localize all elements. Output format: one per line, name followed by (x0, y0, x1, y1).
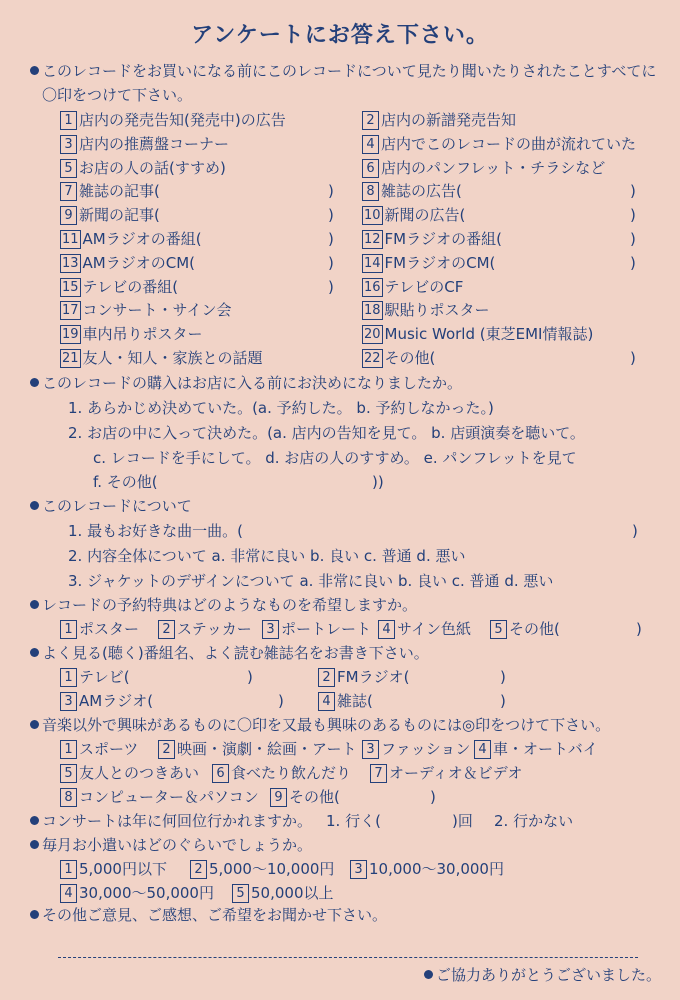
q1-option-10[interactable] (362, 204, 465, 226)
q7-answer-go[interactable]: 1. 行く( (326, 812, 381, 830)
q1-option-4[interactable] (362, 133, 636, 155)
option-number-box: 1 (60, 111, 77, 130)
q4-option-3[interactable] (262, 618, 371, 640)
q3-heading (30, 495, 192, 517)
option-label: 雑誌の記事( (79, 182, 160, 200)
bullet (30, 816, 39, 825)
q6-option-7[interactable] (370, 762, 523, 784)
option-number-box: 5 (232, 884, 249, 903)
option-number-box: 8 (362, 182, 379, 201)
q8-option-5[interactable] (232, 882, 334, 904)
q4-heading (30, 594, 417, 616)
q8-heading (30, 834, 312, 856)
q2-text: このレコードの購入はお店に入る前にお決めになりましたか。 (42, 374, 463, 392)
q7-answer-no[interactable]: 2. 行かない (494, 812, 574, 830)
q6-option-5[interactable] (60, 762, 199, 784)
option-label: その他( (384, 349, 436, 367)
option-number-box: 15 (62, 280, 79, 295)
option-label: 店内でこのレコードの曲が流れていた (381, 135, 637, 153)
q1-option-21[interactable] (60, 347, 263, 369)
option-label: その他( (289, 788, 340, 806)
option-number-box: 2 (362, 111, 379, 130)
thanks (424, 964, 661, 986)
q1-option-13[interactable] (60, 252, 195, 274)
q2-answer-1[interactable]: 1. あらかじめ決めていた。(a. 予約した。 b. 予約しなかった。) (68, 399, 494, 417)
option-label: AMラジオの番組( (82, 230, 202, 248)
option-label: 車内吊りポスター (82, 325, 203, 343)
bullet (30, 648, 39, 657)
bullet (30, 66, 39, 75)
option-label: AMラジオ( (79, 692, 154, 710)
q3-text: このレコードについて (42, 497, 192, 515)
q6-option-2[interactable] (158, 738, 357, 760)
option-number-box: 1 (60, 668, 77, 687)
option-label: テレビの番組( (82, 278, 179, 296)
paren-close: ) (328, 230, 334, 248)
q7-heading (30, 810, 312, 832)
q1-option-7[interactable] (60, 180, 160, 202)
option-label: テレビのCF (384, 278, 464, 296)
q1-option-22[interactable] (362, 347, 435, 369)
option-number-box: 7 (370, 764, 387, 783)
q1-option-14[interactable] (362, 252, 495, 274)
q1-option-18[interactable] (362, 299, 490, 321)
q9-heading (30, 904, 387, 926)
option-label: オーディオ＆ビデオ (389, 764, 523, 782)
option-number-box: 22 (364, 351, 381, 366)
thanks-text: ご協力ありがとうございました。 (436, 966, 662, 984)
q5-option-1[interactable] (60, 666, 130, 688)
option-label: AMラジオのCM( (82, 254, 196, 272)
option-label: お店の人の話(すすめ) (79, 159, 226, 177)
option-label: 10,000〜30,000円 (369, 860, 504, 878)
option-number-box: 3 (262, 620, 279, 639)
paren-close: ) (630, 182, 636, 200)
q3-favorite-song[interactable]: 1. 最もお好きな曲一曲。( (68, 522, 243, 540)
q1-option-19[interactable] (60, 323, 203, 345)
q4-option-4[interactable] (378, 618, 471, 640)
q6-option-1[interactable] (60, 738, 138, 760)
option-number-box: 16 (364, 280, 381, 295)
option-label: コンピューター＆パソコン (79, 788, 259, 806)
option-number-box: 8 (60, 788, 77, 807)
q5-heading (30, 642, 429, 664)
q5-tv-close: ) (247, 668, 253, 686)
option-number-box: 19 (62, 327, 79, 342)
q1-option-6[interactable] (362, 157, 605, 179)
option-number-box: 21 (62, 351, 79, 366)
q1-text: このレコードをお買いになる前にこのレコードについて見たり聞いたりされたことすべてに (42, 62, 657, 80)
q8-option-2[interactable] (190, 858, 334, 880)
option-number-box: 18 (364, 303, 381, 318)
paren-close: ) (630, 349, 636, 367)
option-number-box: 12 (364, 232, 381, 247)
q4-other-close: ) (636, 620, 642, 638)
option-label: ポートレート (281, 620, 372, 638)
q5-fm-close: ) (500, 668, 506, 686)
q6-text: 音楽以外で興味があるものに〇印を又最も興味のあるものには◎印をつけて下さい。 (42, 716, 611, 734)
q3-favorite-close: ) (632, 522, 638, 540)
paren-close: ) (630, 230, 636, 248)
q5-magazine-close: ) (500, 692, 506, 710)
q7-text: コンサートは年に何回位行かれますか。 (42, 812, 313, 830)
option-label: 新聞の広告( (384, 206, 466, 224)
paren-close: ) (328, 206, 334, 224)
q8-text: 毎月お小遣いはどのぐらいでしょうか。 (42, 836, 313, 854)
option-label: 駅貼りポスター (384, 301, 490, 319)
q6-option-6[interactable] (212, 762, 351, 784)
page-title: アンケートにお答え下さい。 (191, 23, 489, 48)
q2-heading (30, 372, 462, 394)
q8-option-3[interactable] (350, 858, 504, 880)
option-number-box: 1 (60, 740, 77, 759)
q6-heading (30, 714, 610, 736)
q9-text: その他ご意見、ご感想、ご希望をお聞かせ下さい。 (42, 906, 388, 924)
q1-option-16[interactable] (362, 276, 463, 298)
paren-close: ) (328, 278, 334, 296)
option-number-box: 5 (490, 620, 507, 639)
paren-close: ) (328, 182, 334, 200)
option-number-box: 4 (60, 884, 77, 903)
option-label: 車・オートバイ (493, 740, 598, 758)
option-label: ファッション (381, 740, 471, 758)
q6-option-4[interactable] (474, 738, 598, 760)
option-label: 食べたり飲んだり (231, 764, 352, 782)
option-label: 50,000以上 (251, 884, 334, 902)
q6-option-8[interactable] (60, 786, 259, 808)
q4-option-2[interactable] (158, 618, 252, 640)
q1-option-8[interactable] (362, 180, 462, 202)
q3-content-rating[interactable]: 2. 内容全体について a. 非常に良い b. 良い c. 普通 d. 悪い (68, 547, 466, 565)
option-number-box: 9 (60, 206, 77, 225)
option-number-box: 3 (362, 740, 379, 759)
option-label: 30,000〜50,000円 (79, 884, 214, 902)
option-number-box: 3 (350, 860, 367, 879)
option-number-box: 2 (318, 668, 335, 687)
option-number-box: 5 (60, 159, 77, 178)
option-label: 5,000〜10,000円 (209, 860, 335, 878)
option-label: 店内の推薦盤コーナー (79, 135, 230, 153)
option-number-box: 13 (62, 256, 79, 271)
option-number-box: 6 (362, 159, 379, 178)
q1-option-5[interactable] (60, 157, 226, 179)
option-label: 友人・知人・家族との話題 (82, 349, 263, 367)
paren-close: ) (328, 254, 334, 272)
option-label: サイン色紙 (397, 620, 471, 638)
q1-option-1[interactable] (60, 109, 286, 131)
option-label: 新聞の記事( (79, 206, 160, 224)
paren-close: ) (630, 206, 636, 224)
q1-heading-2: 〇印をつけて下さい。 (42, 86, 193, 104)
option-number-box: 4 (474, 740, 491, 759)
option-number-box: 20 (364, 327, 381, 342)
q8-option-1[interactable] (60, 858, 167, 880)
option-number-box: 17 (62, 303, 79, 318)
q1-option-17[interactable] (60, 299, 232, 321)
option-number-box: 2 (158, 740, 175, 759)
option-number-box: 9 (270, 788, 287, 807)
option-label: FMラジオのCM( (384, 254, 496, 272)
q4-text: レコードの予約特典はどのようなものを希望しますか。 (42, 596, 418, 614)
q1-heading (30, 60, 656, 82)
option-number-box: 5 (60, 764, 77, 783)
q5-option-3[interactable] (60, 690, 153, 712)
q2-answer-other[interactable]: f. その他( (93, 473, 158, 491)
bullet (30, 720, 39, 729)
option-number-box: 11 (62, 232, 79, 247)
q1-option-15[interactable] (60, 276, 178, 298)
option-label: FMラジオの番組( (384, 230, 502, 248)
option-label: コンサート・サイン会 (82, 301, 232, 319)
bullet (30, 501, 39, 510)
bullet (30, 910, 39, 919)
option-label: 映画・演劇・絵画・アート (177, 740, 357, 758)
option-number-box: 2 (190, 860, 207, 879)
q5-option-2[interactable] (318, 666, 409, 688)
option-label: ステッカー (177, 620, 252, 638)
bullet (30, 378, 39, 387)
bullet (30, 600, 39, 609)
option-number-box: 4 (362, 135, 379, 154)
option-number-box: 2 (158, 620, 175, 639)
q1-option-11[interactable] (60, 228, 202, 250)
q1-option-12[interactable] (362, 228, 502, 250)
option-label: 店内の発売告知(発売中)の広告 (79, 111, 286, 129)
option-label: 雑誌( (337, 692, 373, 710)
option-number-box: 10 (364, 208, 381, 223)
q1-option-20[interactable] (362, 323, 593, 345)
option-label: 店内のパンフレット・チラシなど (381, 159, 606, 177)
option-label: Music World (東芝EMI情報誌) (384, 325, 594, 343)
bullet (30, 840, 39, 849)
q7-times-close: )回 (452, 812, 473, 830)
option-number-box: 4 (318, 692, 335, 711)
q3-jacket-rating[interactable]: 3. ジャケットのデザインについて a. 非常に良い b. 良い c. 普通 d. 悪い (68, 572, 554, 590)
option-number-box: 14 (364, 256, 381, 271)
q2-answer-2-cont[interactable]: c. レコードを手にして。 d. お店の人のすすめ。 e. パンフレットを見て (93, 449, 577, 467)
q5-am-close: ) (278, 692, 284, 710)
option-label: その他( (509, 620, 560, 638)
q4-option-1[interactable] (60, 618, 139, 640)
option-number-box: 1 (60, 860, 77, 879)
q8-option-4[interactable] (60, 882, 214, 904)
bullet (424, 970, 433, 979)
q1-option-3[interactable] (60, 133, 229, 155)
paren-close: ) (630, 254, 636, 272)
option-number-box: 7 (60, 182, 77, 201)
option-label: 5,000円以下 (79, 860, 167, 878)
option-label: 友人とのつきあい (79, 764, 200, 782)
q6-option-9[interactable] (270, 786, 340, 808)
q6-option-3[interactable] (362, 738, 470, 760)
option-number-box: 3 (60, 135, 77, 154)
option-number-box: 1 (60, 620, 77, 639)
option-label: スポーツ (79, 740, 139, 758)
q1-option-9[interactable] (60, 204, 160, 226)
q2-answer-2[interactable]: 2. お店の中に入って決めた。(a. 店内の告知を見て。 b. 店頭演奏を聴いて。 (68, 424, 585, 442)
q5-text: よく見る(聴く)番組名、よく読む雑誌名をお書き下さい。 (42, 644, 429, 662)
option-label: ポスター (79, 620, 140, 638)
q2-other-close: )) (372, 473, 384, 491)
option-number-box: 4 (378, 620, 395, 639)
q5-option-4[interactable] (318, 690, 373, 712)
option-number-box: 3 (60, 692, 77, 711)
option-label: 店内の新譜発売告知 (381, 111, 517, 129)
q6-other-close: ) (430, 788, 436, 806)
option-label: FMラジオ( (337, 668, 410, 686)
divider (58, 957, 638, 958)
option-label: テレビ( (79, 668, 130, 686)
option-number-box: 6 (212, 764, 229, 783)
q1-option-2[interactable] (362, 109, 516, 131)
q4-option-5[interactable] (490, 618, 560, 640)
option-label: 雑誌の広告( (381, 182, 462, 200)
